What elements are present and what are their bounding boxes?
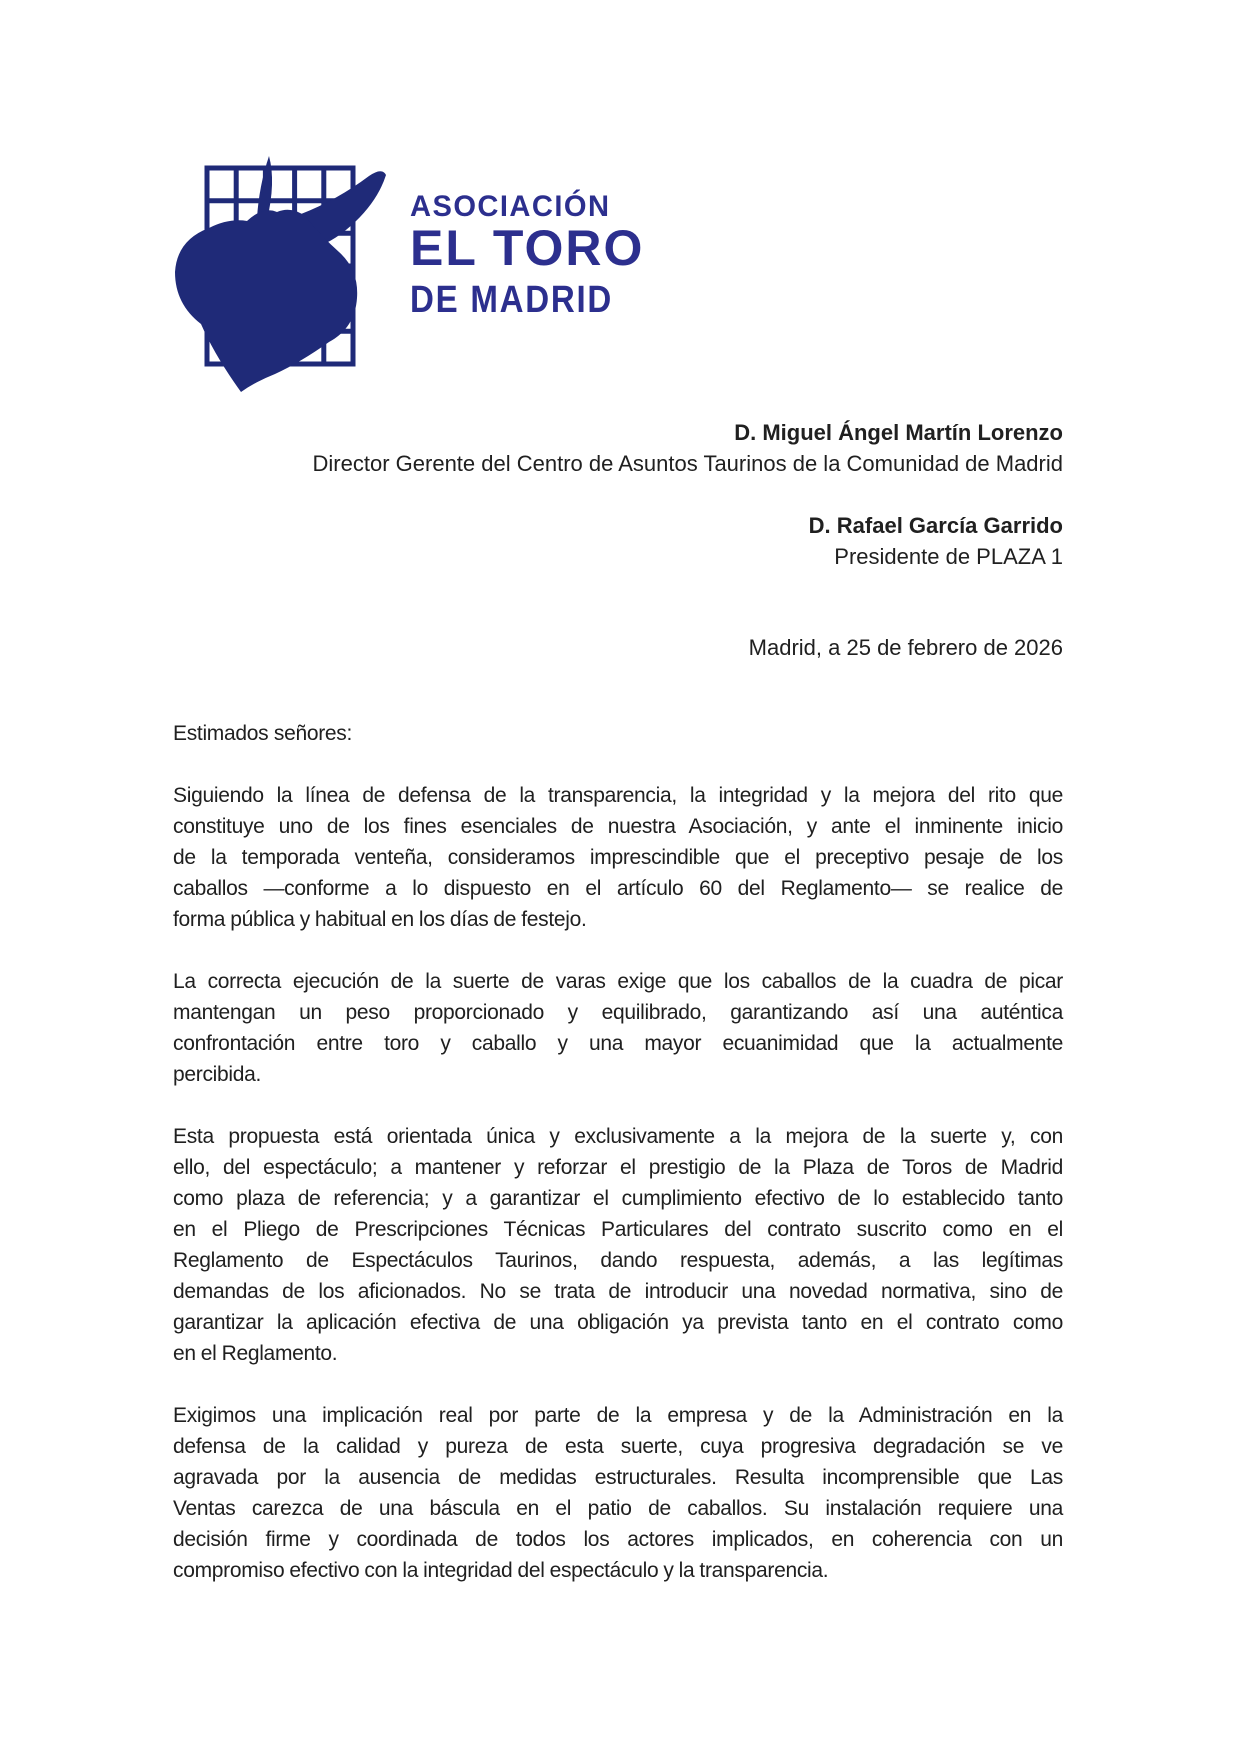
paragraph-line: La correcta ejecución de la suerte de varas exige que los caballos de la cuadra de picar — [173, 970, 1063, 993]
recipient-title: Director Gerente del Centro de Asuntos Taurinos de la Comunidad de Madrid — [312, 451, 1063, 476]
paragraph-line: percibida. — [173, 1063, 262, 1086]
recipient-name: D. Miguel Ángel Martín Lorenzo — [734, 420, 1063, 445]
paragraph-line: en el Reglamento. — [173, 1342, 338, 1365]
paragraph-line: compromiso efectivo con la integridad del espectáculo y la transparencia. — [173, 1559, 829, 1582]
paragraph-line: de la temporada venteña, consideramos imprescindible que el preceptivo pesaje de los — [173, 846, 1063, 869]
paragraph-line: Siguiendo la línea de defensa de la transparencia, la integridad y la mejora del rito que — [173, 784, 1063, 807]
paragraph-line: defensa de la calidad y pureza de esta suerte, cuya progresiva degradación se ve — [173, 1435, 1063, 1458]
salutation: Estimados señores: — [173, 722, 353, 745]
paragraph-line: Reglamento de Espectáculos Taurinos, dando respuesta, además, a las legítimas — [173, 1249, 1063, 1272]
paragraph-line: confrontación entre toro y caballo y una mayor ecuanimidad que la actualmente — [173, 1032, 1063, 1055]
paragraph — [173, 1121, 1063, 1369]
wordmark-line-1: ASOCIACIÓN — [410, 190, 611, 223]
paragraph-line: Esta propuesta está orientada única y exclusivamente a la mejora de la suerte y, con — [173, 1125, 1063, 1148]
paragraph-line: forma pública y habitual en los días de festejo. — [173, 908, 587, 931]
paragraph-line: como plaza de referencia; y a garantizar el cumplimiento efectivo de lo establecido tanto — [173, 1187, 1063, 1210]
recipient-title: Presidente de PLAZA 1 — [834, 544, 1063, 569]
wordmark-line-3: DE MADRID — [410, 279, 613, 321]
paragraph-line: caballos —conforme a lo dispuesto en el artículo 60 del Reglamento— se realice de — [173, 877, 1063, 900]
paragraph-line: Exigimos una implicación real por parte de la empresa y de la Administración en la — [173, 1404, 1063, 1427]
recipient — [173, 417, 1063, 479]
paragraph — [173, 1400, 1063, 1586]
paragraph — [173, 780, 1063, 935]
paragraph-line: constituye uno de los fines esenciales de nuestra Asociación, y ante el inminente inicio — [173, 815, 1063, 838]
dateline: Madrid, a 25 de febrero de 2026 — [748, 635, 1063, 660]
paragraph — [173, 966, 1063, 1090]
recipient — [173, 510, 1063, 572]
paragraph-line: en el Pliego de Prescripciones Técnicas Particulares del contrato suscrito como en el — [173, 1218, 1063, 1241]
body — [173, 780, 1063, 1586]
paragraph-line: Ventas carezca de una báscula en el patio de caballos. Su instalación requiere una — [173, 1497, 1063, 1520]
paragraph-line: ello, del espectáculo; a mantener y reforzar el prestigio de la Plaza de Toros de Madrid — [173, 1156, 1063, 1179]
paragraph-line: mantengan un peso proporcionado y equilibrado, garantizando así una auténtica — [173, 1001, 1063, 1024]
paragraph-line: agravada por la ausencia de medidas estructurales. Resulta incomprensible que Las — [173, 1466, 1063, 1489]
recipients — [173, 417, 1063, 572]
paragraph-line: garantizar la aplicación efectiva de una obligación ya prevista tanto en el contrato como — [173, 1311, 1063, 1334]
recipient-name: D. Rafael García Garrido — [808, 513, 1063, 538]
paragraph-line: demandas de los aficionados. No se trata de introducir una novedad normativa, sino de — [173, 1280, 1063, 1303]
letter-content — [173, 0, 1063, 1586]
wordmark-line-2: EL TORO — [410, 220, 645, 276]
paragraph-line: decisión firme y coordinada de todos los actores implicados, en coherencia con un — [173, 1528, 1063, 1551]
